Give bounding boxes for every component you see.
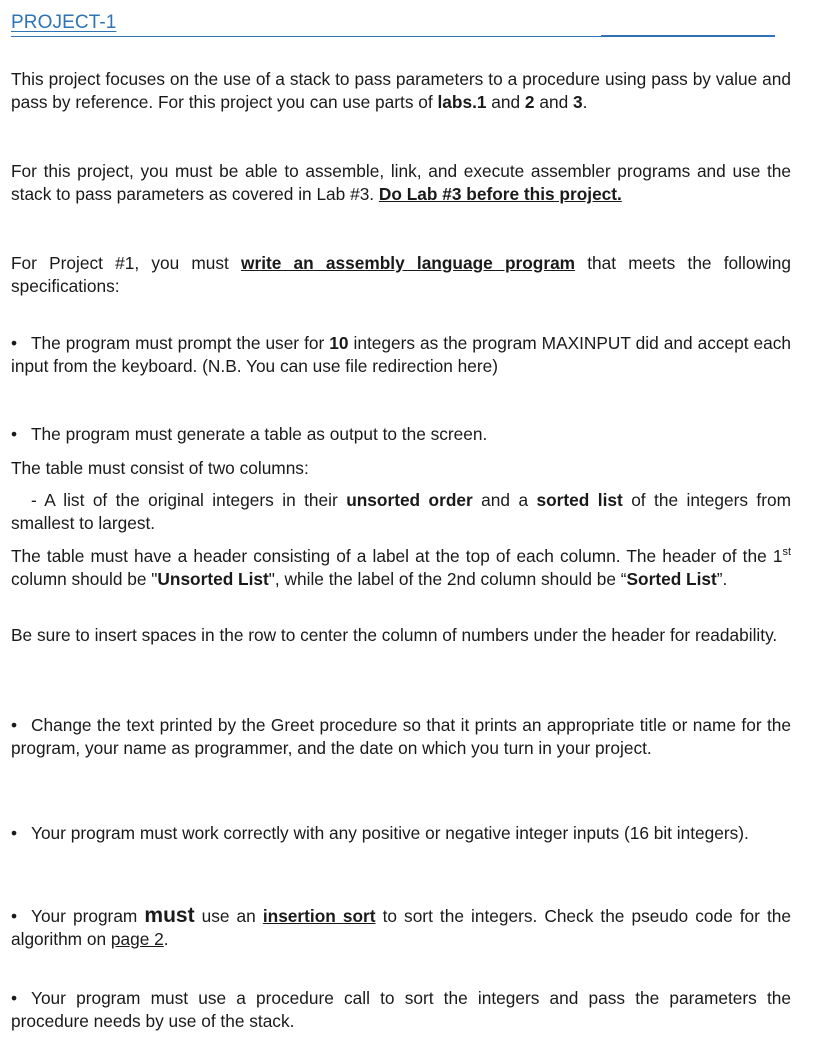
must-emphasis: must	[144, 904, 195, 927]
bullet-icon: •	[11, 906, 18, 926]
do-lab-3-notice: Do Lab #3 before this project.	[378, 184, 622, 204]
bullet-bold-10: 10	[329, 333, 349, 353]
bullet-text: to sort the integers. Check the pseudo code for the algorithm on	[11, 906, 792, 949]
write-program-emphasis: write an assembly language program	[241, 253, 576, 273]
superscript-st: st	[782, 546, 791, 559]
bullet-icon: •	[11, 988, 18, 1008]
page-2-link[interactable]: page 2	[110, 929, 164, 949]
bullet-text: .	[163, 929, 169, 949]
spec-intro-text: For Project #1, you must	[11, 253, 242, 273]
unsorted-list-label: Unsorted List	[157, 569, 269, 589]
table-lists-text: - A list of the original integers in their	[31, 490, 347, 510]
intro-paragraph	[11, 68, 791, 114]
bullet-icon: •	[11, 424, 18, 444]
title-rule	[601, 35, 775, 37]
bullet-text: Your program must work correctly with any positive or negative integer inputs (16 bit integers).	[31, 823, 749, 843]
bullet-icon: •	[11, 333, 18, 353]
bullet-prompt-input	[11, 332, 791, 378]
intro-text: .	[582, 92, 588, 112]
intro-text: and	[534, 92, 573, 112]
intro-bold-2: 2	[524, 92, 535, 112]
intro-text: This project focuses on the use of a stack to pass parameters to a procedure using pass by value and pass by reference. For this project you can use parts of	[11, 69, 791, 112]
bullet-text: use an	[194, 906, 263, 926]
bullet-text: The program must prompt the user for	[31, 333, 330, 353]
table-header-text: ", while the label of the 2nd column should be “	[268, 569, 627, 589]
title-bar	[11, 10, 775, 37]
unsorted-order-emphasis: unsorted order	[346, 490, 473, 510]
bullet-icon: •	[11, 823, 18, 843]
page-title: PROJECT-1	[11, 12, 117, 33]
bullet-icon: •	[11, 715, 18, 735]
intro-bold-3: 3	[572, 92, 583, 112]
bullet-text: The program must generate a table as output to the screen.	[31, 424, 488, 444]
sorted-list-emphasis: sorted list	[536, 490, 623, 510]
bullet-integer-inputs	[11, 822, 791, 845]
bullet-insertion-sort	[11, 904, 791, 951]
sorted-list-label: Sorted List	[626, 569, 717, 589]
spec-intro-text: that meets the following specifications:	[11, 253, 791, 296]
bullet-text: Your program must use a procedure call to sort the integers and pass the parameters the procedure needs by use of the stack.	[11, 988, 791, 1031]
intro-text: and	[486, 92, 525, 112]
intro-bold-labs1: labs.1	[437, 92, 487, 112]
bullet-procedure-call	[11, 987, 791, 1033]
bullet-greet-procedure	[11, 714, 791, 760]
table-lists-text: of the integers from smallest to largest.	[11, 490, 791, 533]
spec-intro-paragraph	[11, 252, 791, 298]
table-columns-paragraph: The table must consist of two columns:	[11, 458, 309, 478]
bullet-text: Change the text printed by the Greet procedure so that it prints an appropriate title or name for the program, your name as programmer, and the date on which you turn in your project.	[11, 715, 791, 758]
requirements-text: For this project, you must be able to assemble, link, and execute assembler programs and use the stack to pass parameters as covered in Lab #3.	[11, 161, 791, 204]
requirements-paragraph	[11, 160, 791, 206]
table-lists-paragraph	[11, 489, 791, 535]
bullet-text: integers as the program MAXINPUT did and accept each input from the keyboard. (N.B. You can use file redirection here)	[11, 333, 791, 376]
table-lists-text: and a	[472, 490, 537, 510]
center-columns-paragraph: Be sure to insert spaces in the row to center the column of numbers under the header for readability.	[11, 625, 778, 645]
table-header-text: The table must have a header consisting of a label at the top of each column. The header of the 1	[11, 546, 783, 566]
table-header-text: ”.	[716, 569, 728, 589]
table-header-paragraph	[11, 545, 791, 591]
table-header-text: column should be "	[11, 569, 158, 589]
bullet-generate-table	[11, 423, 791, 446]
bullet-text: Your program	[31, 906, 145, 926]
insertion-sort-emphasis: insertion sort	[262, 906, 376, 926]
